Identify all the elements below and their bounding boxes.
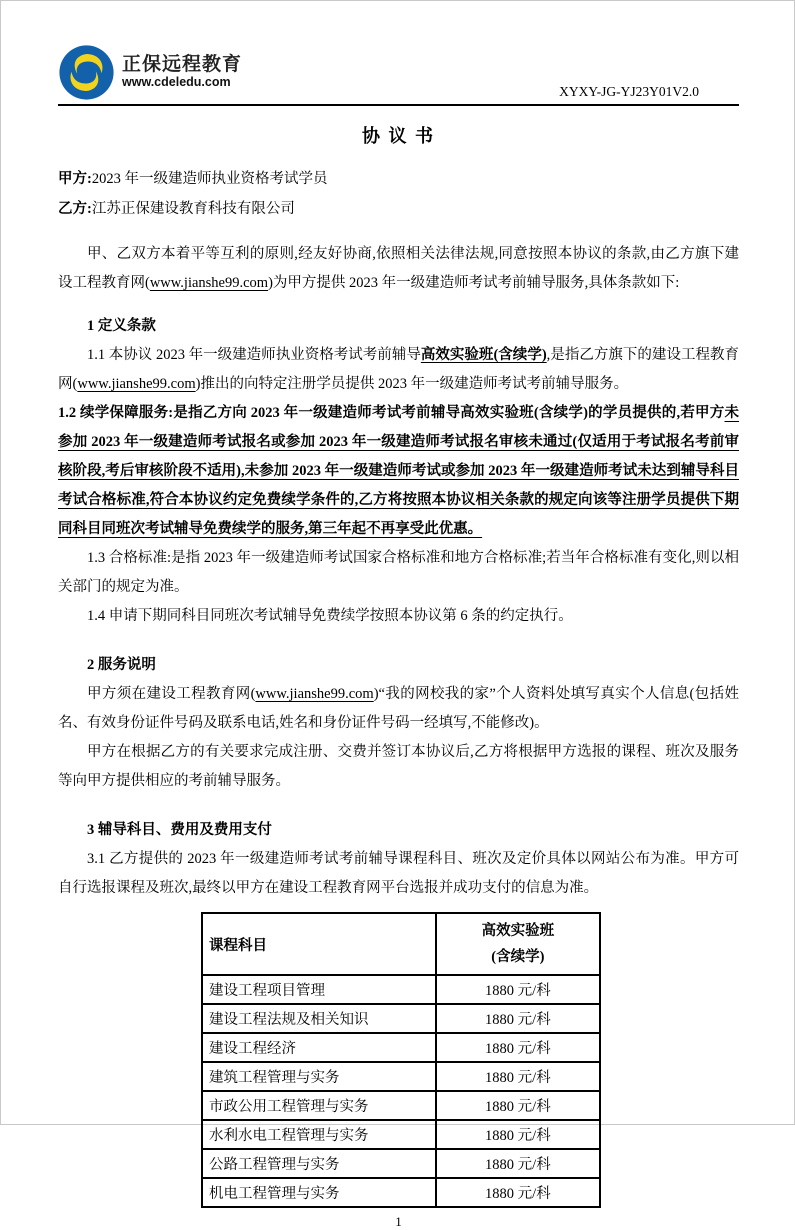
party-a-line	[58, 164, 739, 194]
price-table-body	[202, 975, 600, 1207]
document-header	[58, 43, 739, 106]
subject-cell: 建筑工程管理与实务	[202, 1062, 436, 1091]
price-cell: 1880 元/科	[436, 1004, 600, 1033]
price-table	[201, 912, 601, 1208]
subject-cell: 市政公用工程管理与实务	[202, 1091, 436, 1120]
price-cell: 1880 元/科	[436, 975, 600, 1004]
s2p1-pre: 甲方须在建设工程教育网(	[87, 686, 256, 702]
table-row	[202, 1033, 600, 1062]
class-column-header	[436, 913, 600, 975]
intro-post: )为甲方提供 2023 年一级建造师考试考前辅导服务,具体条款如下:	[268, 275, 680, 291]
cdeledu-logo-icon	[58, 44, 115, 101]
page-title: 协 议 书	[362, 126, 435, 146]
subject-cell: 建设工程项目管理	[202, 975, 436, 1004]
section-2-paragraph-1	[58, 680, 739, 738]
subject-cell: 机电工程管理与实务	[202, 1178, 436, 1207]
intro-paragraph	[58, 240, 739, 298]
section-1-heading: 1 定义条款	[87, 318, 156, 334]
party-b-line	[58, 194, 739, 224]
clause-1-3: 1.3 合格标准:是指 2023 年一级建造师考试国家合格标准和地方合格标准;若当年合格标准有变化,则以相关部门的规定为准。	[58, 550, 739, 595]
brand-block	[58, 44, 242, 101]
jianshe99-link[interactable]: www.jianshe99.com	[255, 686, 374, 702]
subject-cell: 公路工程管理与实务	[202, 1149, 436, 1178]
clause-1-4: 1.4 申请下期同科目同班次考试辅导免费续学按照本协议第 6 条的约定执行。	[87, 608, 573, 624]
jianshe99-link[interactable]: www.jianshe99.com	[77, 376, 196, 392]
table-row	[202, 1178, 600, 1207]
party-a-value: 2023 年一级建造师执业资格考试学员	[91, 171, 328, 187]
table-row	[202, 1062, 600, 1091]
s2p1-post: )“我的网校我的家”个人资料处填写真实个人信息(包括姓名、有效身份证件号码及联系电话,姓名和身份证件号码一经填写,不能修改)。	[58, 686, 740, 731]
intro-pre: 甲、乙双方本着平等互利的原则,经友好协商,依照相关法律法规,同意按照本协议的条款,由乙方旗下建设工程教育网(	[58, 246, 739, 291]
brand-url: www.cdeledu.com	[122, 75, 231, 90]
price-cell: 1880 元/科	[436, 1178, 600, 1207]
section-3-heading: 3 辅导科目、费用及费用支付	[87, 822, 272, 838]
party-b-value: 江苏正保建设教育科技有限公司	[91, 201, 295, 217]
party-b-label: 乙方:	[58, 201, 92, 217]
price-cell: 1880 元/科	[436, 1033, 600, 1062]
subject-column-header: 课程科目	[202, 913, 436, 975]
table-row	[202, 1120, 600, 1149]
price-cell: 1880 元/科	[436, 1149, 600, 1178]
section-2-heading: 2 服务说明	[87, 657, 156, 673]
c11-mid: ,是指乙方旗下的建设工程教育网(	[58, 347, 740, 392]
subject-cell: 水利水电工程管理与实务	[202, 1120, 436, 1149]
price-cell: 1880 元/科	[436, 1062, 600, 1091]
table-row	[202, 1149, 600, 1178]
brand-text	[122, 55, 242, 90]
clause-3-1: 3.1 乙方提供的 2023 年一级建造师考试考前辅导课程科目、班次及定价具体以网站公布为准。甲方可自行选报课程及班次,最终以甲方在建设工程教育网平台选报并成功支付的信息为准。	[58, 851, 739, 896]
table-row	[202, 1091, 600, 1120]
table-row	[202, 1004, 600, 1033]
subject-cell: 建设工程经济	[202, 1033, 436, 1062]
jianshe99-link[interactable]: www.jianshe99.com	[149, 275, 269, 291]
party-a-label: 甲方:	[58, 171, 92, 187]
c11-class-name: 高效实验班(含续学)	[420, 347, 547, 363]
table-row	[202, 975, 600, 1004]
class-header-line2: (含续学)	[491, 949, 545, 965]
class-header-line1: 高效实验班	[481, 923, 555, 939]
price-cell: 1880 元/科	[436, 1120, 600, 1149]
c12-lead: 1.2 续学保障服务:是指乙方向 2023 年一级建造师考试考前辅导高效实验班(含续学)的学员提供的,若甲方	[58, 405, 725, 421]
section-2-paragraph-2: 甲方在根据乙方的有关要求完成注册、交费并签订本协议后,乙方将根据甲方选报的课程、班次及服务等向甲方提供相应的考前辅导服务。	[58, 744, 739, 789]
subject-cell: 建设工程法规及相关知识	[202, 1004, 436, 1033]
clause-1-2	[58, 399, 739, 544]
brand-name: 正保远程教育	[122, 54, 243, 76]
document-code: XYXY-JG-YJ23Y01V2.0	[559, 84, 699, 99]
c11-post: )推出的向特定注册学员提供 2023 年一级建造师考试考前辅导服务。	[195, 376, 629, 392]
c11-pre: 1.1 本协议 2023 年一级建造师执业资格考试考前辅导	[87, 347, 421, 363]
price-cell: 1880 元/科	[436, 1091, 600, 1120]
page-number: 1	[395, 1214, 402, 1229]
c12-underlined: 未参加 2023 年一级建造师考试报名或参加 2023 年一级建造师考试报名审核未通过(仅适用于考试报名考前审核阶段,考后审核阶段不适用),未参加 2023 年一级建造师考试或参加 2023 年一级建造师考试未达到辅导科目考试合格标准,符合本协议约定免费续学条件的,乙方将按照本协议相关条款的规定向该等注册学员提供下期同科目同班次考试辅导免费续学的服务,第三年起不再享受此优惠。	[58, 405, 739, 537]
clause-1-1	[58, 341, 739, 399]
price-table-header-row	[202, 913, 600, 975]
